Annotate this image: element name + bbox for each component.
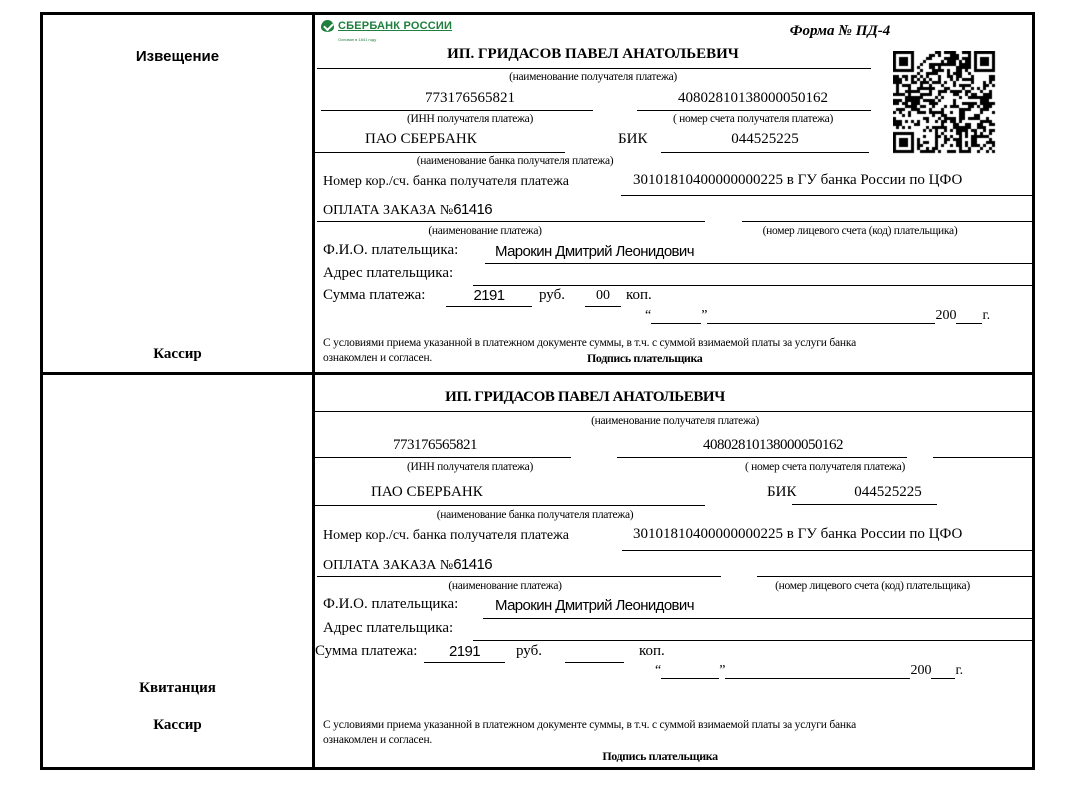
date-line [655,663,1007,679]
sum-label: Сумма платежа: [323,287,426,303]
order-number: 61416 [453,201,492,218]
payer-address-label: Адрес плательщика: [323,265,454,281]
close-quote: ” [719,663,726,678]
rub-unit: руб. [516,643,542,659]
payment-purpose [323,201,492,219]
sberbank-logo-text: СБЕРБАНК РОССИИ [338,20,453,32]
date-year-unit: г. [955,663,964,678]
inn-caption: (ИНН получателя платежа) [407,461,533,473]
date-year: 200 [910,663,932,678]
pd4-payment-form [40,12,1035,770]
signature-label: Подпись плательщика [587,351,703,365]
payer-fio-value: Марокин Дмитрий Леонидович [495,597,694,614]
date-year-blank [956,308,982,324]
close-quote: ” [701,308,708,323]
date-year-unit: г. [982,308,991,323]
notice-left-cell [43,15,315,372]
notice-section [43,15,1032,375]
personal-account-caption: (номер лицевого счета (код) плательщика) [775,580,970,592]
date-day-blank [661,663,719,679]
payer-fio-label: Ф.И.О. плательщика: [323,242,459,258]
date-month-blank [707,308,935,324]
date-year-blank [931,663,955,679]
rule-line [621,195,1035,196]
rule-line [585,306,621,307]
agreement-line1: С условиями приема указанной в платежном документе суммы, в т.ч. с суммой взимаемой платы за услуги банка [323,337,856,349]
bank-name: ПАО СБЕРБАНК [371,484,483,500]
sum-kop-value: 00 [596,288,610,303]
recipient-inn: 773176565821 [393,437,477,453]
inn-caption: (ИНН получателя платежа) [407,113,533,125]
payment-caption: (наименование платежа) [448,580,562,592]
corr-account-value: 30101810400000000225 в ГУ банка России по ЦФО [633,172,963,188]
corr-account-label: Номер кор./сч. банка получателя платежа [323,174,569,189]
rule-line [317,68,871,69]
receipt-section [43,375,1032,767]
date-line [645,308,1023,324]
recipient-name-caption: (наименование получателя платежа) [509,71,677,83]
rule-line [637,110,871,111]
open-quote: “ [645,308,652,323]
account-caption: ( номер счета получателя платежа) [745,461,905,473]
form-number-label: Форма № ПД-4 [789,23,891,39]
rule-line [321,110,593,111]
personal-account-caption: (номер лицевого счета (код) плательщика) [762,225,958,237]
sum-rub-value: 2191 [449,643,480,660]
open-quote: “ [655,663,662,678]
rule-line [446,306,532,307]
sberbank-logo-subtext: Основан в 1841 году [338,37,377,42]
sum-label: Сумма платежа: [315,643,418,659]
rule-line [742,221,1035,222]
payment-caption: (наименование платежа) [428,225,542,237]
corr-account-value: 30101810400000000225 в ГУ банка России по ЦФО [633,526,963,542]
kop-unit: коп. [639,643,665,659]
cashier-label: Кассир [153,717,202,733]
recipient-name-caption: (наименование получателя платежа) [591,415,759,427]
receipt-title: Квитанция [139,680,216,696]
account-caption: ( номер счета получателя платежа) [673,113,833,125]
rule-line [933,457,1035,458]
notice-title: Извещение [135,48,220,65]
sberbank-logo [321,20,452,32]
rule-line [315,411,1035,412]
recipient-name: ИП. ГРИДАСОВ ПАВЕЛ АНАТОЛЬЕВИЧ [447,46,739,62]
payer-fio-label: Ф.И.О. плательщика: [323,596,459,612]
rule-line [315,457,571,458]
agreement-line1: С условиями приема указанной в платежном документе суммы, в т.ч. с суммой взимаемой платы за услуги банка [323,719,856,731]
rule-line [315,152,565,153]
rule-line [565,662,624,663]
rule-line [424,662,505,663]
date-day-blank [651,308,701,324]
rule-line [315,505,705,506]
bik-label: БИК [767,484,797,500]
date-year: 200 [935,308,957,323]
corr-account-label: Номер кор./сч. банка получателя платежа [323,528,569,543]
payer-address-label: Адрес плательщика: [323,620,454,636]
receipt-left-cell [43,375,315,767]
rub-unit: руб. [539,287,565,303]
rule-line [473,640,1035,641]
agreement-line2: ознакомлен и согласен. [323,352,433,364]
sberbank-logo-icon [321,20,334,32]
rule-line [485,263,1035,264]
receipt-body [315,375,1032,767]
recipient-inn: 773176565821 [425,90,515,106]
qr-code [893,51,997,155]
rule-line [792,504,937,505]
bik-label: БИК [618,131,648,147]
bank-name: ПАО СБЕРБАНК [365,131,477,147]
bik-value: 044525225 [731,131,799,147]
payment-purpose-label: ОПЛАТА ЗАКАЗА № [323,203,454,218]
order-number: 61416 [453,556,492,573]
rule-line [661,152,869,153]
signature-label: Подпись плательщика [602,749,718,763]
rule-line [622,550,1035,551]
rule-line [617,457,907,458]
rule-line [757,576,1035,577]
kop-unit: коп. [626,287,652,303]
rule-line [317,576,721,577]
bank-caption: (наименование банка получателя платежа) [436,509,634,521]
agreement-line2: ознакомлен и согласен. [323,734,433,746]
payment-purpose-label: ОПЛАТА ЗАКАЗА № [323,558,454,573]
notice-body [315,15,1032,372]
cashier-label: Кассир [153,346,202,362]
rule-line [483,618,1035,619]
rule-line [473,285,1035,286]
date-month-blank [725,663,910,679]
rule-line [317,221,705,222]
recipient-account: 40802810138000050162 [678,90,828,106]
bik-value: 044525225 [854,484,922,500]
sum-rub-value: 2191 [473,287,505,304]
payment-purpose [323,556,492,574]
recipient-name: ИП. ГРИДАСОВ ПАВЕЛ АНАТОЛЬЕВИЧ [445,389,725,405]
bank-caption: (наименование банка получателя платежа) [416,155,614,167]
recipient-account: 40802810138000050162 [703,437,843,453]
payer-fio-value: Марокин Дмитрий Леонидович [495,243,694,260]
